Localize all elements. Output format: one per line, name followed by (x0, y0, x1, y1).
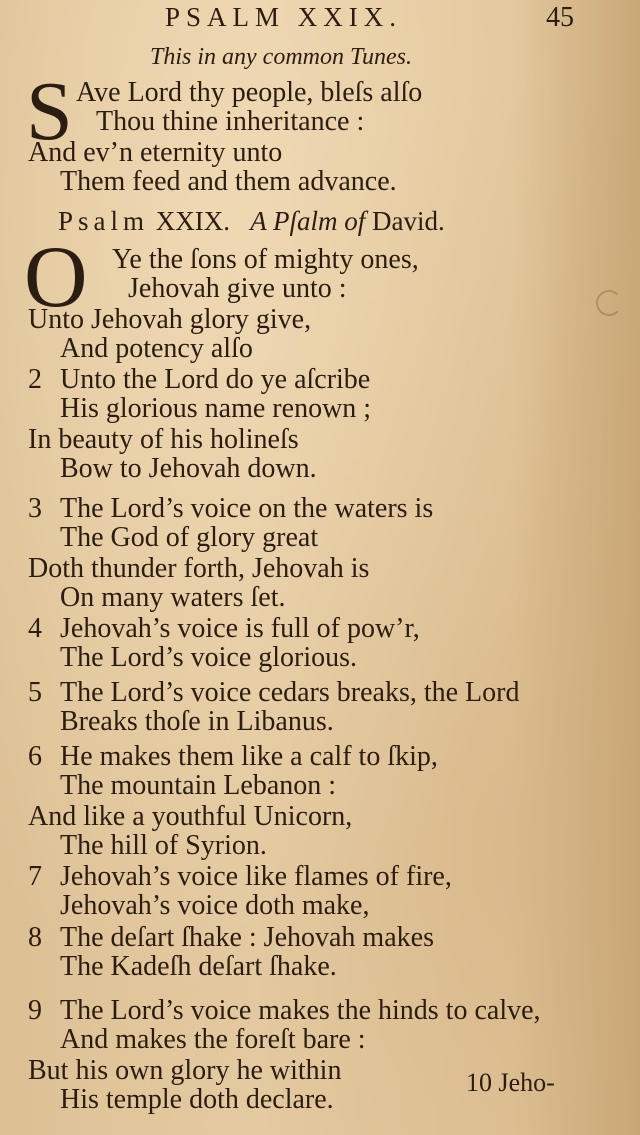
verse-text: Bow to Jehovah down. (60, 453, 317, 484)
verse-line (28, 425, 299, 455)
psalm-title-number: XXIX. (155, 206, 231, 236)
edge-ornament (596, 290, 622, 316)
verse-number: 6 (28, 741, 42, 772)
verse-number: 9 (28, 995, 42, 1026)
verse-line (28, 996, 541, 1026)
verse-number: 8 (28, 922, 42, 953)
psalm-title (58, 206, 445, 237)
verse-text: His glorious name renown ; (60, 393, 372, 424)
psalm-title-name: David. (372, 206, 445, 236)
verse-line (60, 891, 369, 921)
verse-line (28, 365, 370, 395)
verse-number: 3 (28, 493, 42, 524)
verse-line (60, 643, 357, 673)
verse-line (60, 523, 318, 553)
verse-line (60, 583, 286, 613)
verse-text: Jehovah give unto : (128, 273, 347, 304)
verse-line (28, 802, 352, 832)
verse-line: Them feed and them advance. (60, 166, 397, 197)
verse-line (28, 742, 438, 772)
running-head: PSALM XXIX. (165, 2, 403, 32)
verse-line (60, 771, 336, 801)
verse-line (60, 831, 267, 861)
verse-text: The deſart ſhake : Jehovah makes (60, 922, 434, 953)
verse-text: Unto Jehovah glory give, (28, 304, 312, 335)
verse-text: The God of glory great (60, 522, 319, 553)
verse-text: Ye the ſons of mighty ones, (112, 244, 419, 275)
verse-line (60, 1085, 334, 1115)
verse-text: And potency alſo (60, 333, 253, 364)
verse-line (112, 245, 419, 275)
verse-line (128, 274, 347, 304)
verse-text: Unto the Lord do ye aſcribe (60, 364, 371, 395)
verse-line (28, 494, 433, 524)
verse-text: The Lord’s voice glorious. (60, 642, 358, 673)
verse-line: Ave Lord thy people, bleſs alſo (76, 77, 423, 108)
verse-line: And ev’n eternity unto (28, 137, 283, 168)
psalm-title-word: Psalm (58, 206, 150, 236)
verse-line (28, 305, 311, 335)
verse-text: Jehovah’s voice doth make, (60, 890, 370, 921)
verse-text: The Lord’s voice cedars breaks, the Lord (60, 677, 520, 708)
catchword: 10 Jeho- (466, 1068, 555, 1097)
verse-text: His temple doth declare. (60, 1084, 334, 1115)
psalm-title-desc: A Pſalm of (250, 206, 366, 236)
verse-text: The hill of Syrion. (60, 830, 267, 861)
drop-cap-o: O (24, 229, 88, 326)
verse-line (60, 707, 334, 737)
verse-line (60, 454, 317, 484)
verse-text: Doth thunder forth, Jehovah is (28, 553, 370, 584)
verse-text: Breaks thoſe in Libanus. (60, 706, 334, 737)
verse-number: 2 (28, 364, 42, 395)
verse-number: 5 (28, 677, 42, 708)
verse-number: 7 (28, 861, 42, 892)
verse-line (60, 1025, 366, 1055)
verse-number: 4 (28, 613, 42, 644)
verse-line (28, 678, 519, 708)
verse-text: Jehovah’s voice like flames of fire, (60, 861, 452, 892)
verse-line (28, 923, 434, 953)
verse-text: He makes them like a calf to ſkip, (60, 741, 438, 772)
verse-line (28, 554, 369, 584)
verse-text: The Lord’s voice on the waters is (60, 493, 434, 524)
verse-text: The mountain Lebanon : (60, 770, 337, 801)
verse-text: Jehovah’s voice is full of pow’r, (60, 613, 420, 644)
verse-text: And makes the foreſt bare : (60, 1024, 366, 1055)
verse-line (60, 334, 253, 364)
verse-text: And like a youthful Unicorn, (28, 801, 353, 832)
verse-text: The Kadeſh deſart ſhake. (60, 951, 337, 982)
verse-line: Thou thine inheritance : (96, 106, 365, 137)
verse-text: But his own glory he within (28, 1055, 342, 1086)
verse-line (60, 394, 371, 424)
verse-line (28, 1056, 341, 1086)
verse-text: On many waters ſet. (60, 582, 286, 613)
verse-line (28, 862, 452, 892)
verse-line (28, 614, 420, 644)
tune-note: This in any common Tunes. (150, 44, 413, 70)
verse-text: The Lord’s voice makes the hinds to calve, (60, 995, 541, 1026)
page-number: 45 (546, 2, 574, 33)
verse-text: In beauty of his holineſs (28, 424, 299, 455)
drop-cap-s: S (26, 65, 73, 158)
verse-line (60, 952, 337, 982)
